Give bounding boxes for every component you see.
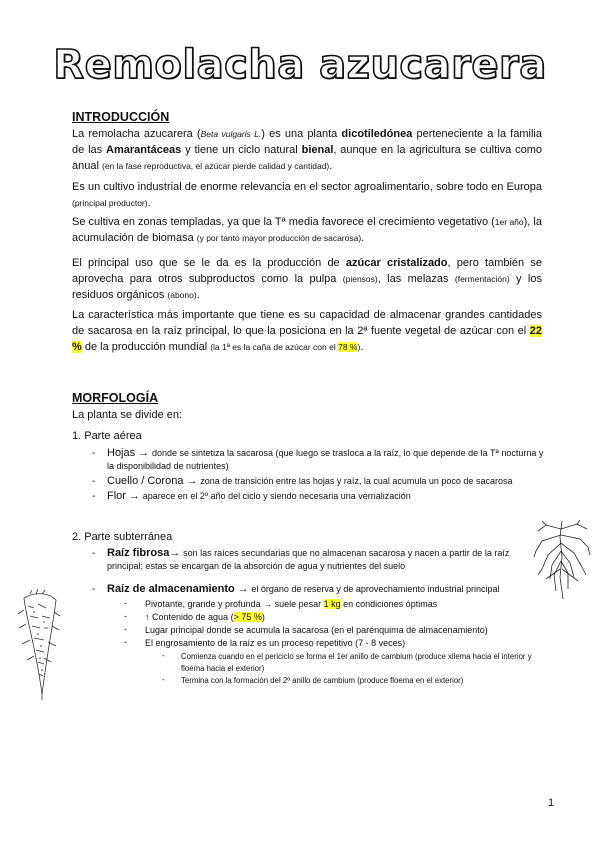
morfologia-heading: MORFOLOGÍA xyxy=(72,391,159,405)
sub-item-engrosamiento: El engrosamiento de la raíz es un proceso repetitivo (7 - 8 veces) xyxy=(145,638,406,648)
morfologia-intro: La planta se divide en: xyxy=(72,409,183,421)
bullet-dash: - xyxy=(92,491,96,502)
parte-subterranea-label: 2. Parte subterránea xyxy=(72,531,173,543)
item-raiz-almacenamiento: Raíz de almacenamiento → el órgano de reserva y de aprovechamiento industrial principal xyxy=(107,583,500,595)
bullet-dash: - xyxy=(92,548,96,559)
bullet-dash: - xyxy=(124,611,127,621)
subsub-item-segundo-anillo: Termina con la formación del 2º anillo de cambium (produce floema en el exterior) xyxy=(181,676,464,685)
bullet-dash: - xyxy=(162,651,165,660)
intro-paragraph-5: La característica más importante que tiene es su capacidad de almacenar grandes cantidades de sacarosa en la raíz principal, lo que la posiciona en la 2ª fuente vegetal de azúcar con el 22 % de la producción mundial (la 1ª es la caña de azúcar con el 78 %). xyxy=(72,309,542,353)
sub-item-sacarosa: Lugar principal donde se acumula la sacarosa (en el parénquima de almacenamiento) xyxy=(145,625,488,635)
bullet-dash: - xyxy=(92,448,96,459)
page-number: 1 xyxy=(548,797,555,809)
intro-paragraph-3: Se cultiva en zonas templadas, ya que la Tª media favorece el crecimiento vegetativo (1er año), la acumulación de biomasa (y por tanto mayor producción de sacarosa). xyxy=(72,216,542,244)
document-title: Remolacha azucarera xyxy=(53,42,547,88)
sub-item-agua: ↑ Contenido de agua (> 75 %) xyxy=(145,612,265,622)
subsub-item-periciclo: Comienza cuando en el periciclo se forma el 1er anillo de cambium (produce xilema hacia el interior y floema hacia el exterior) xyxy=(181,652,532,673)
item-hojas: Hojas → donde se sintetiza la sacarosa (que luego se trasloca a la raíz, lo que depende de la Tª nocturna y la disponibilidad de nutrientes) xyxy=(107,447,544,471)
storage-root-illustration xyxy=(14,588,64,700)
intro-paragraph-4: El principal uso que se le da es la producción de azúcar cristalizado, pero también se aprovecha para otros subproductos como la pulpa (piensos), las melazas (fermentación) y los residuos orgánicos (abono). xyxy=(72,257,542,301)
bullet-dash: - xyxy=(162,675,165,684)
item-raiz-fibrosa: Raíz fibrosa→ son las raíces secundarias que no almacenan sacarosa y nacen a partir de la raíz principal; estas se encargan de la absorción de agua y nutrientes del suelo xyxy=(107,547,510,571)
parte-aerea-label: 1. Parte aérea xyxy=(72,430,142,442)
item-flor: Flor → aparece en el 2º año del ciclo y siendo necesaria una vernalización xyxy=(107,490,411,502)
intro-heading: INTRODUCCIÓN xyxy=(72,110,170,124)
sub-item-pivotante: Pivotante, grande y profunda → suele pesar 1 kg en condiciones óptimas xyxy=(145,599,438,609)
bullet-dash: - xyxy=(124,624,127,634)
bullet-dash: - xyxy=(92,476,96,487)
intro-paragraph-2: Es un cultivo industrial de enorme relevancia en el sector agroalimentario, sobre todo en Europa (principal productor). xyxy=(72,181,542,209)
bullet-dash: - xyxy=(92,584,96,595)
bullet-dash: - xyxy=(124,598,127,608)
bullet-dash: - xyxy=(124,637,127,647)
intro-paragraph-1: La remolacha azucarera (Beta vulgaris L.) es una planta dicotiledónea perteneciente a la familia de las Amarantáceas y tiene un ciclo natural bienal, aunque en la agricultura se cultiva como anual (en la fase reproductiva, el azúcar pierde calidad y cantidad). xyxy=(72,128,542,172)
item-cuello: Cuello / Corona → zona de transición entre las hojas y raíz, la cual acumula un poco de sacarosa xyxy=(107,475,513,487)
fibrous-root-illustration xyxy=(532,517,592,602)
